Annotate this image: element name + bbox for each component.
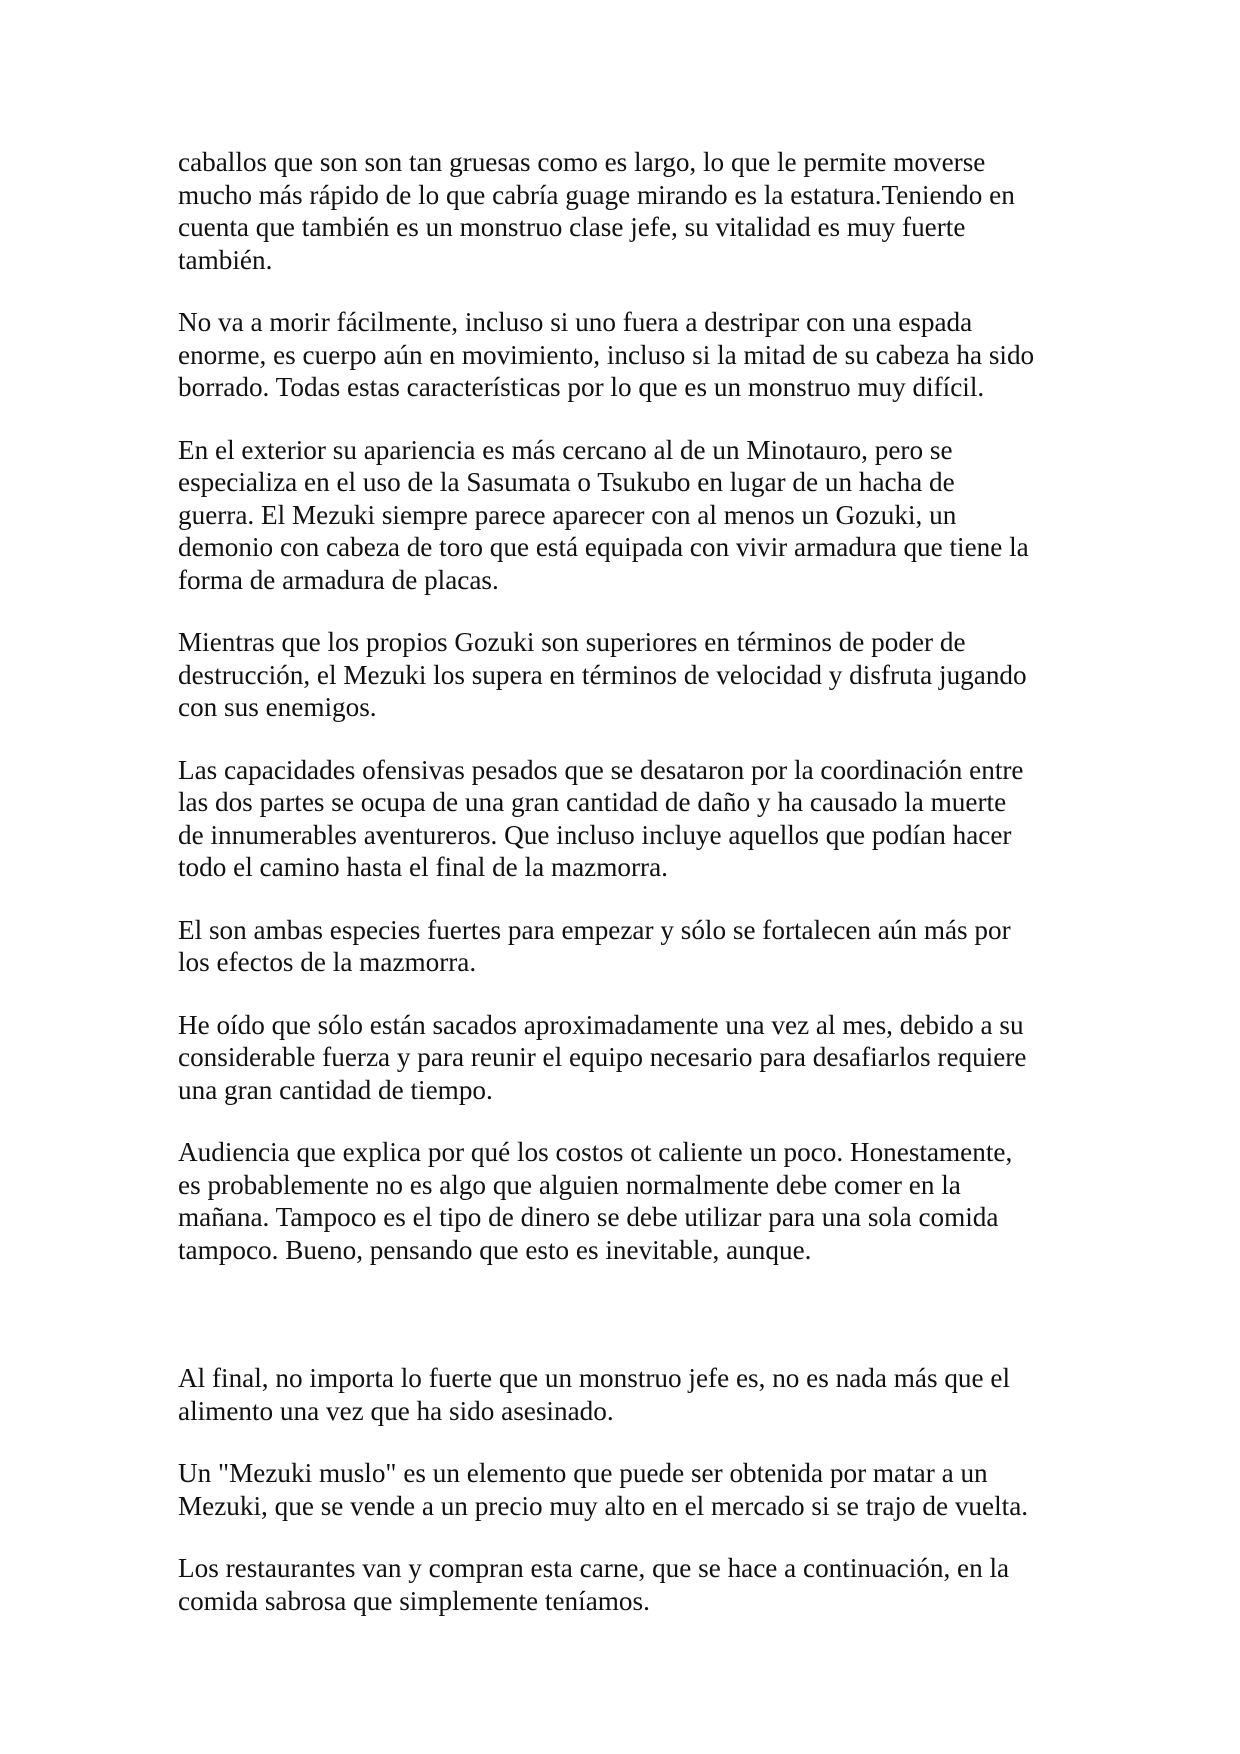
paragraph: Mientras que los propios Gozuki son superiores en términos de poder de destrucción, el Mezuki los supera en términos de velocidad y disfruta jugando con sus enemigos. (178, 627, 1027, 722)
paragraph: Al final, no importa lo fuerte que un monstruo jefe es, no es nada más que el alimento una vez que ha sido asesinado. (178, 1363, 1011, 1426)
paragraph: El son ambas especies fuertes para empezar y sólo se fortalecen aún más por los efectos de la mazmorra. (178, 914, 1011, 977)
paragraph: Un "Mezuki muslo" es un elemento que puede ser obtenida por matar a un Mezuki, que se vende a un precio muy alto en el mercado si se trajo de vuelta. (178, 1458, 1029, 1521)
paragraph: Las capacidades ofensivas pesados que se desataron por la coordinación entre las dos partes se ocupa de una gran cantidad de daño y ha causado la muerte de innumerables aventureros. Que incluso incluye aquellos que podían hacer todo el camino hasta el final de la mazmorra. (178, 754, 1024, 882)
paragraph: En el exterior su apariencia es más cercano al de un Minotauro, pero se especializa en el uso de la Sasumata o Tsukubo en lugar de un hacha de guerra. El Mezuki siempre parece aparecer con al menos un Gozuki, un demonio con cabeza de toro que está equipada con vivir armadura que tiene la forma de armadura de placas. (178, 434, 1029, 595)
paragraph: No va a morir fácilmente, incluso si uno fuera a destripar con una espada enorme, es cuerpo aún en movimiento, incluso si la mitad de su cabeza ha sido borrado. Todas estas características por lo que es un monstruo muy difícil. (178, 307, 1035, 402)
paragraph: He oído que sólo están sacados aproximadamente una vez al mes, debido a su considerable fuerza y para reunir el equipo necesario para desafiarlos requiere una gran cantidad de tiempo. (178, 1009, 1027, 1105)
paragraph: Audiencia que explica por qué los costos ot caliente un poco. Honestamente, es probablemente no es algo que alguien normalmente debe comer en la mañana. Tampoco es el tipo de dinero se debe utilizar para una sola comida tampoco. Bueno, pensando que esto es inevitable, aunque. (178, 1137, 1013, 1265)
paragraph: Los restaurantes van y compran esta carne, que se hace a continuación, en la comida sabrosa que simplemente teníamos. (178, 1553, 1010, 1616)
paragraph: caballos que son son tan gruesas como es largo, lo que le permite moverse mucho más rápido de lo que cabría guage mirando es la estatura.Teniendo en cuenta que también es un monstruo clase jefe, su vitalidad es muy fuerte también. (178, 147, 1015, 275)
document-body (178, 146, 1078, 1647)
